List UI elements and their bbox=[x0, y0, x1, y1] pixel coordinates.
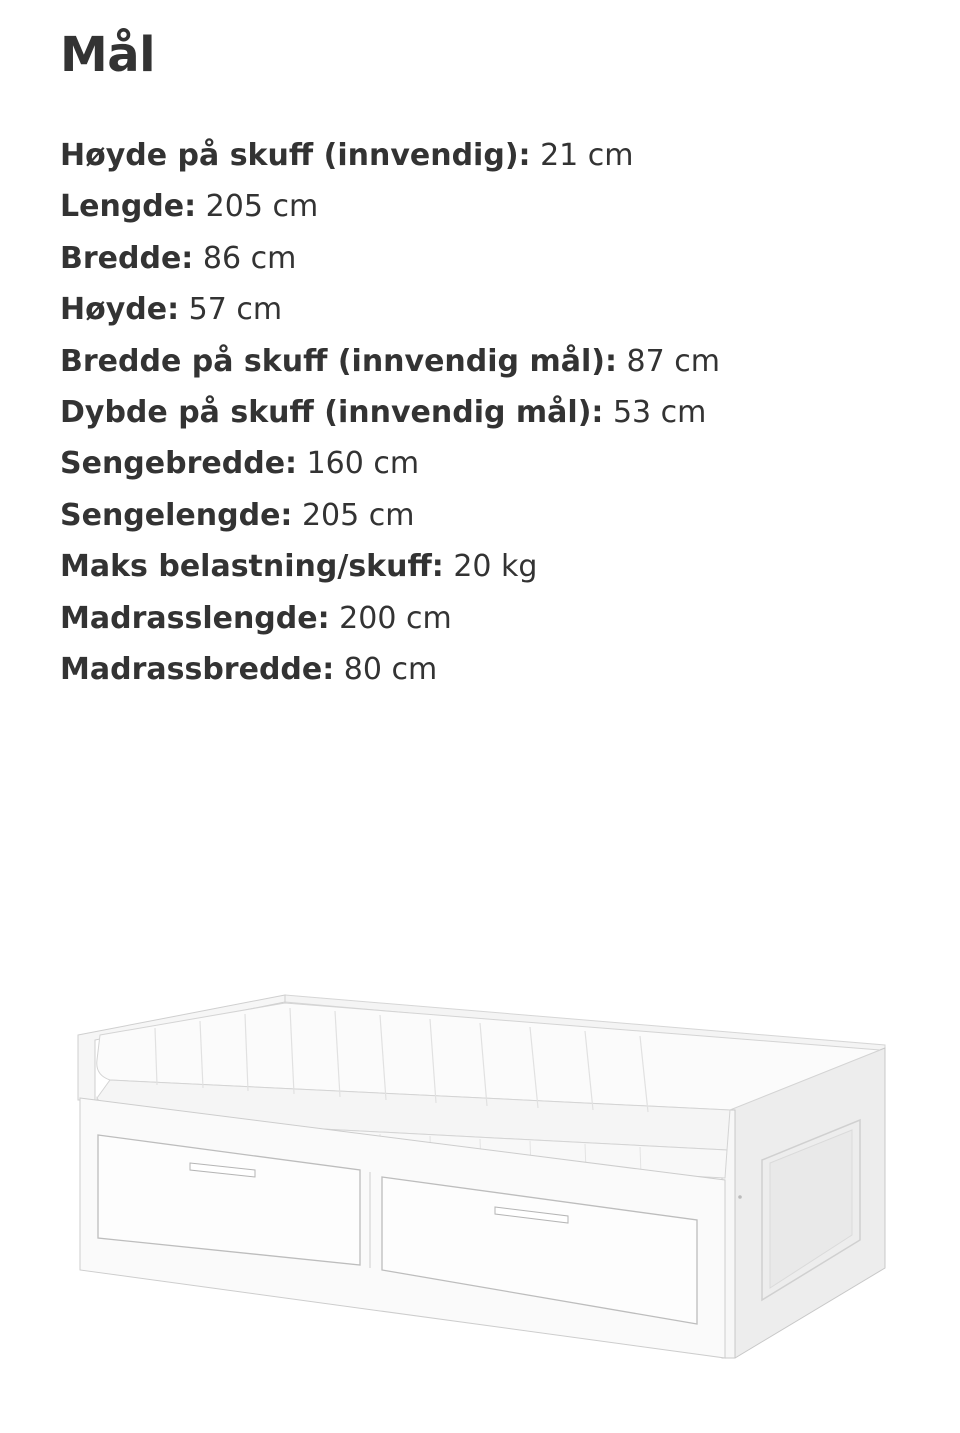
dimension-label: Høyde: bbox=[60, 292, 180, 328]
daybed-product-image bbox=[70, 985, 890, 1365]
dimension-row bbox=[60, 130, 720, 181]
dimension-list bbox=[60, 130, 720, 695]
dimension-value: 80 cm bbox=[343, 651, 438, 687]
dimension-label: Bredde på skuff (innvendig mål): bbox=[60, 343, 617, 379]
dimension-label: Høyde på skuff (innvendig): bbox=[60, 138, 531, 173]
dimension-label: Sengelengde: bbox=[60, 497, 293, 533]
dimension-label: Maks belastning/skuff: bbox=[60, 549, 444, 585]
dimension-value: 160 cm bbox=[306, 446, 420, 482]
dimension-label: Madrasslengde: bbox=[60, 600, 330, 636]
dimension-row bbox=[60, 181, 720, 232]
dimension-row bbox=[60, 593, 720, 644]
dimension-value: 86 cm bbox=[202, 240, 297, 276]
dimension-row bbox=[60, 387, 720, 438]
dimension-value: 87 cm bbox=[626, 343, 720, 379]
dimension-value: 205 cm bbox=[301, 497, 415, 533]
dimension-row bbox=[60, 644, 720, 695]
dimension-value: 21 cm bbox=[540, 138, 634, 173]
dimension-row bbox=[60, 490, 720, 541]
page-title: Mål bbox=[60, 27, 156, 83]
dimension-row bbox=[60, 438, 720, 489]
dimension-label: Dybde på skuff (innvendig mål): bbox=[60, 394, 604, 430]
dimension-label: Sengebredde: bbox=[60, 446, 298, 482]
dimension-label: Madrassbredde: bbox=[60, 651, 335, 687]
dimension-row bbox=[60, 336, 720, 387]
dimension-row bbox=[60, 284, 720, 335]
dimension-value: 200 cm bbox=[339, 600, 452, 636]
dimension-row bbox=[60, 233, 720, 284]
dimension-label: Lengde: bbox=[60, 189, 197, 225]
dimension-label: Bredde: bbox=[60, 240, 194, 276]
dimension-value: 53 cm bbox=[612, 394, 707, 430]
dimension-value: 57 cm bbox=[188, 292, 283, 328]
dimension-row bbox=[60, 541, 720, 592]
dimension-value: 205 cm bbox=[205, 189, 319, 225]
dimension-value: 20 kg bbox=[453, 549, 538, 585]
